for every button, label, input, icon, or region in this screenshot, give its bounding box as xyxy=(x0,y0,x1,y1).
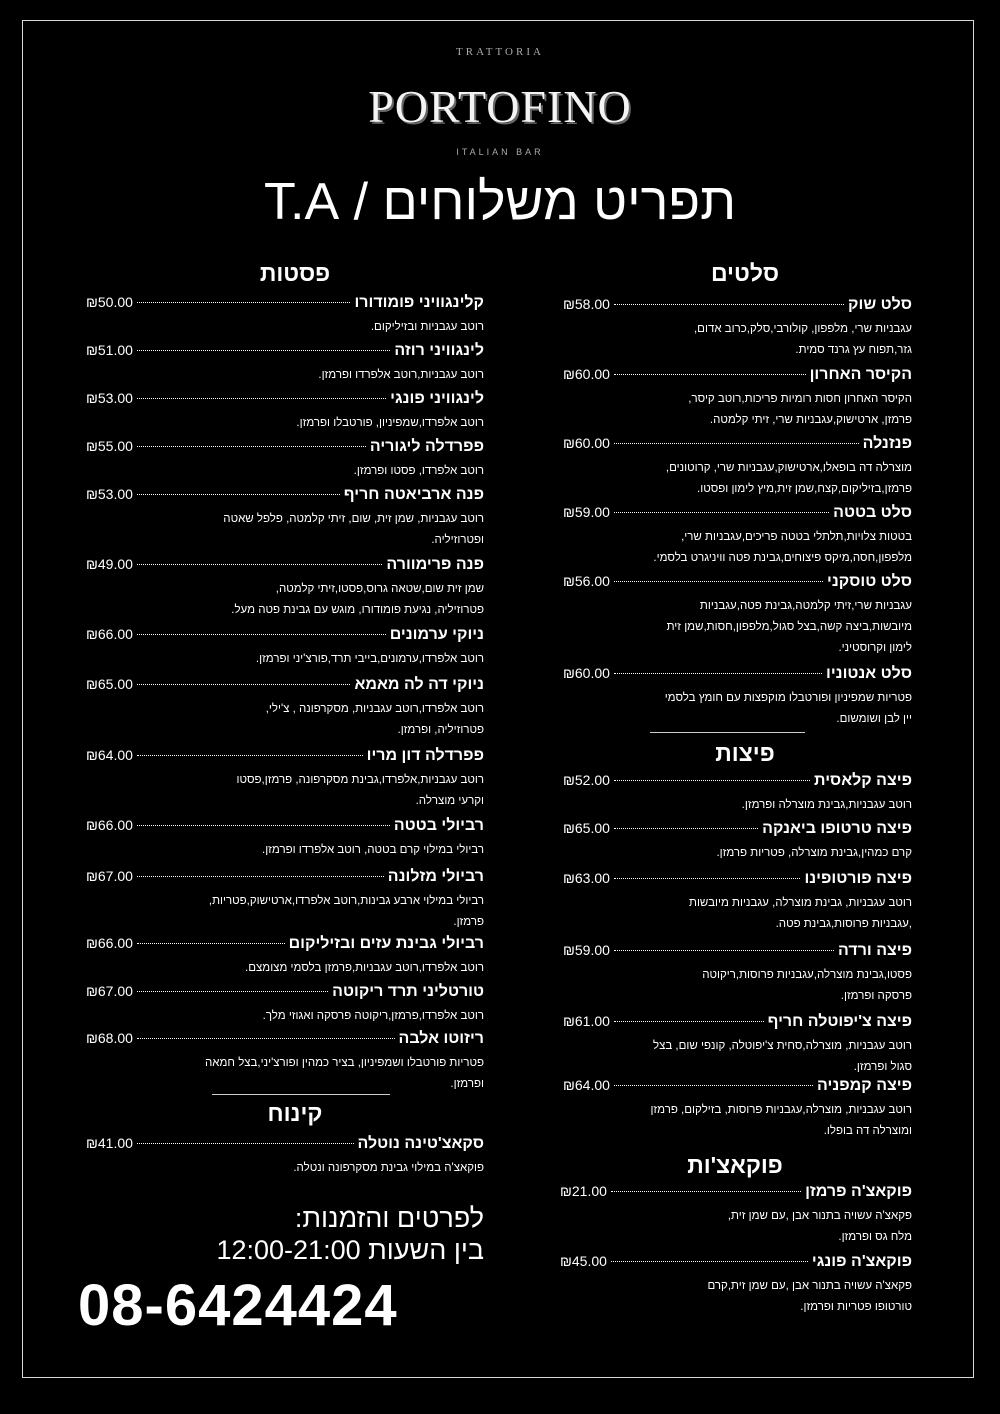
description-line: מלח גס ופרמזן. xyxy=(838,1231,912,1243)
menu-item-description xyxy=(563,795,912,816)
divider xyxy=(650,732,805,733)
dotted-leader xyxy=(614,1021,764,1022)
menu-item-description xyxy=(563,527,912,569)
menu-item xyxy=(563,820,912,864)
description-line: עגבניות שרי,זיתי קלמטה,גבינת פטה,עגבניות xyxy=(699,600,912,612)
dotted-leader xyxy=(614,828,758,829)
contact-hours: בין השעות 12:00-21:00 xyxy=(216,1235,484,1265)
dotted-leader xyxy=(137,1038,395,1039)
description-line: מלפפון,חסה,מיקס פיצוחים,גבינת פטה וויניגרט בלסמי. xyxy=(653,552,912,564)
dotted-leader xyxy=(614,581,823,582)
description-line: ופטרוזיליה. xyxy=(431,534,484,546)
menu-item-header xyxy=(86,676,484,698)
description-line: רוטב עגבניות, מוצרלה,עגבניות פרוסות, בזילקום, פרמזן xyxy=(650,1104,912,1116)
menu-item-name: פיצה צ'יפוטלה חריף xyxy=(767,1013,912,1030)
menu-item xyxy=(86,486,484,551)
menu-item-header xyxy=(86,294,484,316)
dotted-leader xyxy=(614,304,844,305)
menu-item-price: ₪65.00 xyxy=(563,820,610,836)
menu-item-description xyxy=(86,413,484,434)
description-line: פרמזן,בזיליקום,קצח,שמן זית,מיץ לימון ופסטו. xyxy=(697,483,912,495)
description-line: הקיסר האחרון חסות רומיות פריכות,רוטב קיסר, xyxy=(688,393,912,405)
description-line: רביולי במילוי ארבע גבינות,רוטב אלפרדו,ארטישוק,פטריות, xyxy=(208,895,484,907)
menu-item xyxy=(563,772,912,816)
dotted-leader xyxy=(614,374,806,375)
menu-item-price: ₪59.00 xyxy=(563,504,610,520)
brand-tagline-bottom: ITALIAN BAR xyxy=(456,147,544,157)
menu-item-description xyxy=(86,1158,484,1179)
dotted-leader xyxy=(137,446,366,447)
menu-item-price: ₪21.00 xyxy=(560,1183,607,1199)
dotted-leader xyxy=(137,825,390,826)
menu-item-name: פנה ארביאטה חריף xyxy=(343,486,484,503)
menu-item xyxy=(86,868,484,933)
menu-item xyxy=(563,435,912,500)
dotted-leader xyxy=(614,950,834,951)
menu-item xyxy=(86,676,484,741)
menu-item-name: ריזוטו אלבה xyxy=(398,1030,484,1047)
menu-item-name: רביולי גבינת עזים ובזיליקום xyxy=(288,935,484,952)
dotted-leader xyxy=(137,350,391,351)
menu-item xyxy=(563,504,912,569)
description-line: רוטב עגבניות, שמן זית, שום, זיתי קלמטה, פלפל שאטה xyxy=(223,513,484,525)
menu-item xyxy=(563,1077,912,1142)
description-line: טורטופו פטריות ופרמזן. xyxy=(800,1301,912,1313)
dotted-leader xyxy=(614,673,822,674)
description-line: רוטב אלפרדו,רוטב עגבניות,פרמזן בלסמי מצומצם. xyxy=(245,962,484,974)
menu-item-description xyxy=(86,699,484,741)
description-line: פסטו,גבינת מוצרלה,עגבניות פרוסות,ריקוטה xyxy=(702,969,912,981)
menu-item-name: קלינגוויני פומודורו xyxy=(354,294,484,311)
description-line: פרמזן, ארטישוק,עגבניות שרי, זיתי קלמטה. xyxy=(709,414,912,426)
menu-item-price: ₪67.00 xyxy=(86,868,133,884)
contact-line-1: לפרטים והזמנות: xyxy=(294,1203,484,1233)
menu-item-price: ₪50.00 xyxy=(86,294,133,310)
menu-item-header xyxy=(86,390,484,412)
menu-item-name: פיצה קלאסית xyxy=(814,772,912,789)
description-line: רוטב עגבניות ובזיליקום. xyxy=(370,321,484,333)
menu-item-header xyxy=(560,1253,912,1275)
section-heading-desserts: קינוח xyxy=(267,1100,323,1126)
menu-item-price: ₪45.00 xyxy=(560,1253,607,1269)
description-line: עגבניות שרי, מלפפון, קולורבי,סלק,כרוב אדום, xyxy=(693,323,912,335)
dotted-leader xyxy=(614,1085,813,1086)
menu-item xyxy=(86,817,484,861)
menu-item-header xyxy=(563,366,912,388)
menu-item-price: ₪60.00 xyxy=(563,435,610,451)
menu-item-header xyxy=(86,556,484,578)
menu-item-name: פפרדלה ליגוריה xyxy=(369,438,484,455)
section-heading-salads: סלטים xyxy=(710,260,780,286)
menu-item-description xyxy=(86,840,484,861)
menu-item xyxy=(86,626,484,670)
menu-item-price: ₪55.00 xyxy=(86,438,133,454)
menu-item-header xyxy=(86,868,484,890)
menu-item-header xyxy=(563,573,912,595)
description-line: בטטות צלויות,תלתלי בטטה פריכים,עגבניות שרי, xyxy=(681,531,912,543)
menu-item-name: פנה פרימוורה xyxy=(386,556,484,573)
menu-item xyxy=(86,390,484,434)
phone-number[interactable]: 08-6424424 xyxy=(78,1273,398,1338)
menu-item-description xyxy=(560,1206,912,1248)
dotted-leader xyxy=(137,564,383,565)
menu-item-name: טורטליני תרד ריקוטה xyxy=(332,983,484,1000)
menu-item-price: ₪41.00 xyxy=(86,1135,133,1151)
description-line: רוטב אלפרדו,ערמונים,בייבי תרד,פורצ'יני ופרמזן. xyxy=(255,653,484,665)
menu-item-name: פיצה פורטופינו xyxy=(804,870,912,887)
menu-item-header xyxy=(86,438,484,460)
description-line: רוטב עגבניות,רוטב אלפרדו ופרמזן. xyxy=(318,369,484,381)
description-line: פטרוזיליה, נגיעת פומודורו, מוגש עם גבינת פטה מעל. xyxy=(231,604,484,616)
description-line: רוטב אלפרדו,רוטב עגבניות, מסקרפונה , צ'ילי, xyxy=(265,703,484,715)
description-line: מיובשות,ביצה קשה,בצל סגול,מלפפון,חסות,שמן זית xyxy=(666,621,912,633)
menu-item-name: פיצה ורדה xyxy=(838,942,912,959)
dotted-leader xyxy=(614,878,801,879)
menu-item-description xyxy=(563,389,912,431)
description-line: רוטב עגבניות,גבינת מוצרלה ופרמזן. xyxy=(741,799,912,811)
menu-item-price: ₪53.00 xyxy=(86,390,133,406)
menu-item-description xyxy=(563,1100,912,1142)
menu-item-header xyxy=(560,1183,912,1205)
menu-item xyxy=(86,294,484,338)
menu-item-description xyxy=(560,1276,912,1318)
menu-item-header xyxy=(86,626,484,648)
dotted-leader xyxy=(137,302,351,303)
description-line: רוטב עגבניות, גבינת מוצרלה, עגבניות מיובשות xyxy=(689,897,912,909)
dotted-leader xyxy=(614,512,829,513)
menu-item xyxy=(563,296,912,361)
menu-item-name: סלט טוסקני xyxy=(827,573,912,590)
menu-item xyxy=(86,935,484,979)
menu-item-header xyxy=(563,942,912,964)
menu-item-header xyxy=(86,983,484,1005)
menu-item xyxy=(86,983,484,1027)
menu-item xyxy=(560,1183,912,1248)
menu-item-header xyxy=(86,817,484,839)
menu-item-price: ₪64.00 xyxy=(563,1077,610,1093)
menu-item-description xyxy=(86,461,484,482)
menu-item xyxy=(86,438,484,482)
menu-item-price: ₪66.00 xyxy=(86,935,133,951)
dotted-leader xyxy=(611,1261,808,1262)
brand-logo: PORTOFINO xyxy=(368,81,632,132)
brand-tagline-top: TRATTORIA xyxy=(456,46,544,58)
menu-item-name: פיצה קמפניה xyxy=(817,1077,912,1094)
section-heading-focaccia: פוקאצ'ות xyxy=(687,1152,783,1178)
menu-item-price: ₪61.00 xyxy=(563,1013,610,1029)
menu-item-name: רביולי בטטה xyxy=(393,817,484,834)
menu-item-price: ₪52.00 xyxy=(563,772,610,788)
menu-item xyxy=(86,342,484,386)
description-line: רוטב אלפרדו,פרמזן,ריקוטה פרסקה ואגוזי מלך. xyxy=(262,1010,484,1022)
menu-item-price: ₪51.00 xyxy=(86,342,133,358)
description-line: שמן זית שום,שטאה גרוס,פסטו,זיתי קלמטה, xyxy=(275,583,484,595)
menu-item-name: סלט אנטוניו xyxy=(826,665,912,682)
menu-item-header xyxy=(86,1030,484,1052)
menu-item-name: לינגוויני פונגי xyxy=(390,390,484,407)
menu-item-description xyxy=(86,1053,484,1095)
menu-item-description xyxy=(563,596,912,659)
menu-item-name: לינגוויני רוזה xyxy=(394,342,484,359)
menu-item-price: ₪67.00 xyxy=(86,983,133,999)
menu-item-name: ניוקי ערמונים xyxy=(389,626,484,643)
menu-item-description xyxy=(86,579,484,621)
dotted-leader xyxy=(137,943,285,944)
menu-item-description xyxy=(563,458,912,500)
description-line: מוצרלה דה בופאלו,ארטישוק,עגבניות שרי, קרוטונים, xyxy=(665,462,912,474)
menu-item-name: ניוקי דה לה מאמא xyxy=(354,676,484,693)
menu-item-name: פוקאצ'ה פונגי xyxy=(811,1253,912,1270)
description-line: רוטב אלפרדו, פסטו ופרמזן. xyxy=(353,465,484,477)
dotted-leader xyxy=(137,755,363,756)
dotted-leader xyxy=(137,876,384,877)
dotted-leader xyxy=(137,684,351,685)
menu-item-description xyxy=(86,1006,484,1027)
menu-item-price: ₪65.00 xyxy=(86,676,133,692)
menu-item-name: סלט שוק xyxy=(848,296,912,313)
menu-item-price: ₪63.00 xyxy=(563,870,610,886)
menu-item xyxy=(86,747,484,812)
menu-item-name: סלט בטטה xyxy=(833,504,912,521)
description-line: סגול ופרמזן. xyxy=(853,1061,912,1073)
menu-item xyxy=(563,1013,912,1078)
menu-item-description xyxy=(86,891,484,933)
menu-item-description xyxy=(86,770,484,812)
menu-item-name: סקאצ'טינה נוטלה xyxy=(357,1135,484,1152)
menu-item-price: ₪56.00 xyxy=(563,573,610,589)
description-line: פקאצ'ה עשויה בתנור אבן ,עם שמן זית, xyxy=(727,1210,912,1222)
menu-item-description xyxy=(86,509,484,551)
description-line: וקרעי מוצרלה. xyxy=(415,795,484,807)
menu-item-name: פפרדלה דון מריו xyxy=(366,747,484,764)
menu-item xyxy=(563,366,912,431)
description-line: לימון וקרוסטיני. xyxy=(838,642,912,654)
dotted-leader xyxy=(614,443,859,444)
description-line: רוטב עגבניות, מוצרלה,סחית צ'יפוטלה, קונפי שום, בצל xyxy=(653,1040,912,1052)
menu-item-header xyxy=(86,935,484,957)
description-line: ,עגבניות פרוסות,גבינת פטה. xyxy=(775,918,912,930)
dotted-leader xyxy=(614,780,810,781)
menu-item-price: ₪64.00 xyxy=(86,747,133,763)
menu-item-price: ₪59.00 xyxy=(563,942,610,958)
section-heading-pastas: פסטות xyxy=(259,260,331,286)
menu-item-description xyxy=(563,893,912,935)
description-line: פרמזן. xyxy=(453,916,484,928)
description-line: רוטב אלפרדו,שמפיניון, פורטבלו ופרמזן. xyxy=(296,417,484,429)
divider xyxy=(212,1094,390,1095)
menu-item xyxy=(560,1253,912,1318)
dotted-leader xyxy=(137,1143,354,1144)
description-line: פוקאצ'ה במילוי גבינת מסקרפונה ונטלה. xyxy=(293,1162,484,1174)
menu-item-header xyxy=(563,870,912,892)
menu-item-description xyxy=(563,843,912,864)
menu-item-price: ₪66.00 xyxy=(86,817,133,833)
menu-item-name: הקיסר האחרון xyxy=(809,366,912,383)
description-line: פטריות פורטבלו ושמפיניון, בציר כמהין ופורצ'יני,בצל חמאה xyxy=(205,1057,484,1069)
menu-item-description xyxy=(563,319,912,361)
menu-item xyxy=(563,573,912,659)
menu-item-description xyxy=(86,365,484,386)
description-line: ופרמזן. xyxy=(450,1078,484,1090)
menu-item-header xyxy=(563,665,912,687)
menu-item-description xyxy=(86,649,484,670)
menu-item-header xyxy=(86,1135,484,1157)
dotted-leader xyxy=(137,398,386,399)
description-line: פטריות שמפיניון ופורטבלו מוקפצות עם חומץ בלסמי xyxy=(664,692,912,704)
menu-item-price: ₪60.00 xyxy=(563,665,610,681)
menu-item-price: ₪49.00 xyxy=(86,556,133,572)
menu-item-name: פנזנלה xyxy=(862,435,912,452)
description-line: רביולי במילוי קרם בטטה, רוטב אלפרדו ופרמזן. xyxy=(262,844,484,856)
description-line: גזר,תפוח עץ גרנד סמית. xyxy=(795,344,912,356)
menu-item-header xyxy=(86,747,484,769)
menu-item-description xyxy=(563,1036,912,1078)
menu-item-header xyxy=(563,504,912,526)
description-line: יין לבן ושומשום. xyxy=(836,713,912,725)
dotted-leader xyxy=(137,634,386,635)
menu-item-description xyxy=(563,965,912,1007)
menu-item-price: ₪60.00 xyxy=(563,366,610,382)
menu-item-header xyxy=(563,435,912,457)
section-heading-pizzas: פיצות xyxy=(715,740,775,766)
dotted-leader xyxy=(137,991,328,992)
menu-item-header xyxy=(563,1077,912,1099)
description-line: רוטב עגבניות,אלפרדו,גבינת מסקרפונה, פרמזן,פסטו xyxy=(236,774,484,786)
menu-item-name: רביולי מזלונה xyxy=(387,868,484,885)
menu-item-description xyxy=(86,958,484,979)
menu-item xyxy=(563,942,912,1007)
menu-item-description xyxy=(563,688,912,730)
description-line: פקאצ'ה עשויה בתנור אבן ,עם שמן זית,קרם xyxy=(707,1280,912,1292)
menu-item xyxy=(563,665,912,730)
menu-item xyxy=(86,1030,484,1095)
contact-info xyxy=(150,1202,484,1266)
description-line: פרסקה ופרמזן. xyxy=(840,990,912,1002)
menu-item xyxy=(86,1135,484,1179)
description-line: ומוצרלה דה בופלו. xyxy=(823,1125,912,1137)
menu-item-header xyxy=(563,772,912,794)
dotted-leader xyxy=(611,1191,801,1192)
menu-item-price: ₪58.00 xyxy=(563,296,610,312)
menu-item-header xyxy=(563,820,912,842)
description-line: פטרוזיליה, ופרמזן. xyxy=(397,724,484,736)
menu-item xyxy=(86,556,484,621)
menu-item-price: ₪53.00 xyxy=(86,486,133,502)
menu-item-header xyxy=(86,486,484,508)
menu-item-price: ₪66.00 xyxy=(86,626,133,642)
menu-item-price: ₪68.00 xyxy=(86,1030,133,1046)
menu-item-description xyxy=(86,317,484,338)
menu-item-header xyxy=(86,342,484,364)
dotted-leader xyxy=(137,494,340,495)
menu-item-header xyxy=(563,1013,912,1035)
menu-item xyxy=(563,870,912,935)
menu-item-header xyxy=(563,296,912,318)
menu-item-name: פוקאצ'ה פרמזן xyxy=(805,1183,912,1200)
description-line: קרם כמהין,גבינת מוצרלה, פטריות פרמזן. xyxy=(716,847,912,859)
menu-item-name: פיצה טרטופו ביאנקה xyxy=(762,820,912,837)
menu-title: תפריט משלוחים / T.A xyxy=(264,173,736,231)
